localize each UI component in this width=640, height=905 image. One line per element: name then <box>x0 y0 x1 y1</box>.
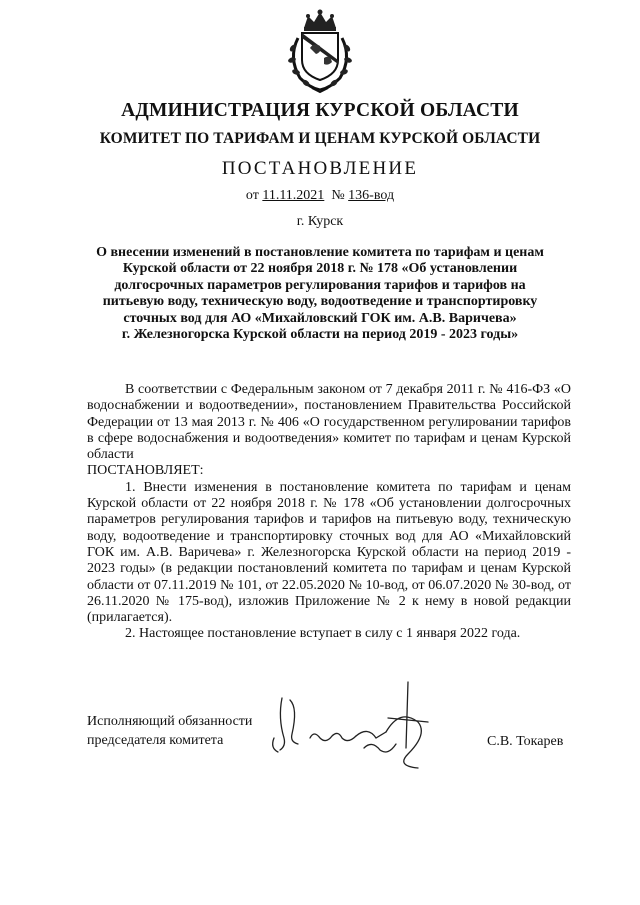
date-prefix: от <box>245 188 259 203</box>
committee-title: КОМИТЕТ ПО ТАРИФАМ И ЦЕНАМ КУРСКОЙ ОБЛАСТИ <box>99 130 541 147</box>
subject-line: долгосрочных параметров регулирования тарифов и тарифов на <box>114 277 526 293</box>
document-type: ПОСТАНОВЛЕНИЕ <box>221 158 419 179</box>
city: г. Курск <box>296 214 344 229</box>
organization-title: АДМИНИСТРАЦИЯ КУРСКОЙ ОБЛАСТИ <box>121 100 519 121</box>
item-2-paragraph: 2. Настоящее постановление вступает в силу с 1 января 2022 года. <box>125 626 521 642</box>
subject-line: питьевую воду, техническую воду, водоотведение и транспортировку <box>102 294 538 310</box>
document-date: 11.11.2021 <box>262 188 325 203</box>
coat-of-arms-emblem <box>282 8 358 94</box>
subject-line: О внесении изменений в постановление комитета по тарифам и ценам <box>96 245 544 260</box>
resolves-heading: ПОСТАНОВЛЯЕТ: <box>87 463 204 479</box>
document-number: 136-вод <box>348 188 395 203</box>
preamble-paragraph: В соответствии с Федеральным законом от 7 декабря 2011 г. № 416-ФЗ «О водоснабжении и водоотведении», постановлением Правительства Российской Федерации от 13 мая 2013 г. № 406 «О государственном регулировании тарифов в сфере водоснабжения и водоотведения» комитет по тарифам и ценам Курской области <box>87 382 571 463</box>
document-body <box>87 382 571 643</box>
signatory-title <box>87 712 252 750</box>
subject-line: г. Железногорска Курской области на период 2019 - 2023 годы» <box>121 327 519 343</box>
subject-line: Курской области от 22 ноября 2018 г. № 178 «Об установлении <box>122 261 518 277</box>
number-prefix: № <box>331 188 345 203</box>
subject-line: сточных вод для АО «Михайловский ГОК им. А.В. Варичева» <box>123 310 517 326</box>
signatory-title-line: председателя комитета <box>87 733 224 748</box>
document-date-line <box>0 188 640 204</box>
signatory-title-line: Исполняющий обязанности <box>87 714 253 729</box>
document-subject <box>0 245 640 343</box>
handwritten-signature <box>268 678 438 773</box>
item-1-paragraph: 1. Внести изменения в постановление комитета по тарифам и ценам Курской области от 22 ноября 2018 г. № 178 «Об установлении долгосрочных параметров регулирования тарифов и тарифов на питьевую воду, техническую воду, водоотведение и транспортировку сточных вод для АО «Михайловский ГОК им. А.В. Варичева» г. Железногорска Курской области на период 2019 - 2023 годы» (в редакции постановлений комитета по тарифам и ценам Курской области от 07.11.2019 № 101, от 22.05.2020 № 10-вод, от 06.07.2020 № 30-вод, от 26.11.2020 № 175-вод), изложив Приложение № 2 к нему в новой редакции (прилагается). <box>87 479 571 626</box>
signatory-name: С.В. Токарев <box>487 734 564 749</box>
